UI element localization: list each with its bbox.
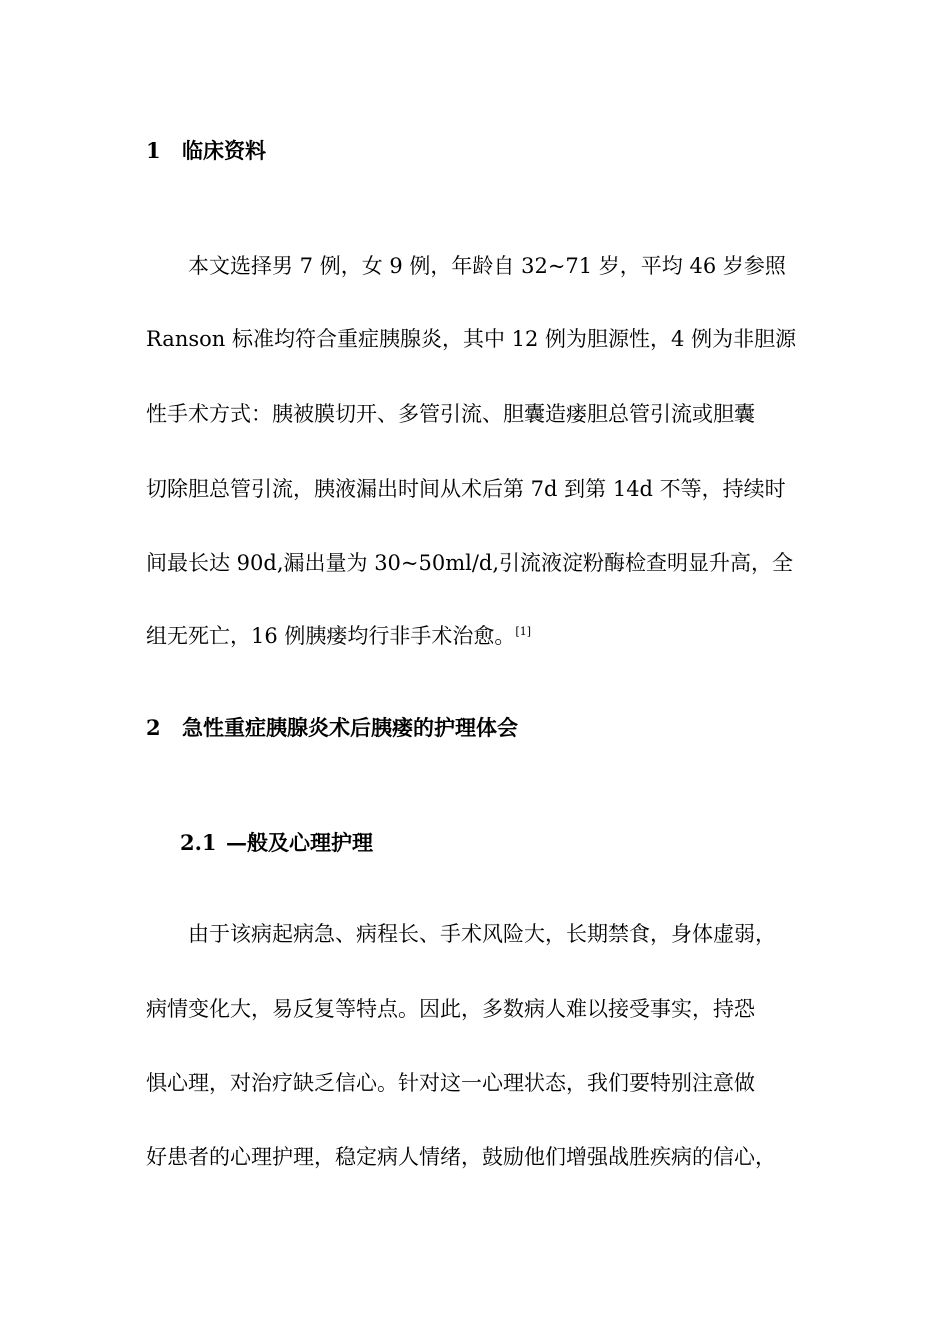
paragraph-line: 间最长达 90d,漏出量为 30~50ml/d,引流液淀粉酶检查明显升高，全: [146, 551, 794, 575]
paragraph-line: 好患者的心理护理，稳定病人情绪，鼓励他们增强战胜疾病的信心，: [146, 1145, 776, 1169]
paragraph-line: 病情变化大，易反复等特点。因此，多数病人难以接受事实，持恐: [146, 997, 755, 1021]
paragraph-line: 性手术方式：胰被膜切开、多管引流、胆囊造瘘胆总管引流或胆囊: [146, 402, 755, 426]
section-1-title: 临床资料: [182, 138, 266, 163]
paragraph-line: 惧心理，对治疗缺乏信心。针对这一心理状态，我们要特别注意做: [146, 1071, 755, 1095]
citation-marker: [1]: [515, 625, 531, 638]
section-2-1-title: —般及心理护理: [226, 830, 373, 855]
paragraph-line-last: [146, 621, 531, 651]
section-1-number: 1: [146, 138, 161, 163]
section-2-number: 2: [146, 715, 161, 740]
section-1-heading: [146, 136, 266, 166]
paragraph-line: 切除胆总管引流，胰液漏出时间从术后第 7d 到第 14d 不等，持续时: [146, 477, 786, 501]
section-2-1-number: 2.1: [180, 830, 217, 855]
paragraph-line: Ranson 标准均符合重症胰腺炎，其中 12 例为胆源性，4 例为非胆源: [146, 327, 797, 351]
section-2-heading: [146, 713, 518, 743]
section-2-title: 急性重症胰腺炎术后胰瘘的护理体会: [182, 715, 518, 740]
paragraph-text: 组无死亡，16 例胰瘘均行非手术治愈。: [146, 624, 516, 648]
paragraph-line: 由于该病起病急、病程长、手术风险大，长期禁食，身体虚弱，: [188, 922, 776, 946]
section-2-1-heading: [180, 828, 373, 858]
paragraph-line: 本文选择男 7 例，女 9 例，年龄自 32~71 岁，平均 46 岁参照: [188, 254, 786, 278]
